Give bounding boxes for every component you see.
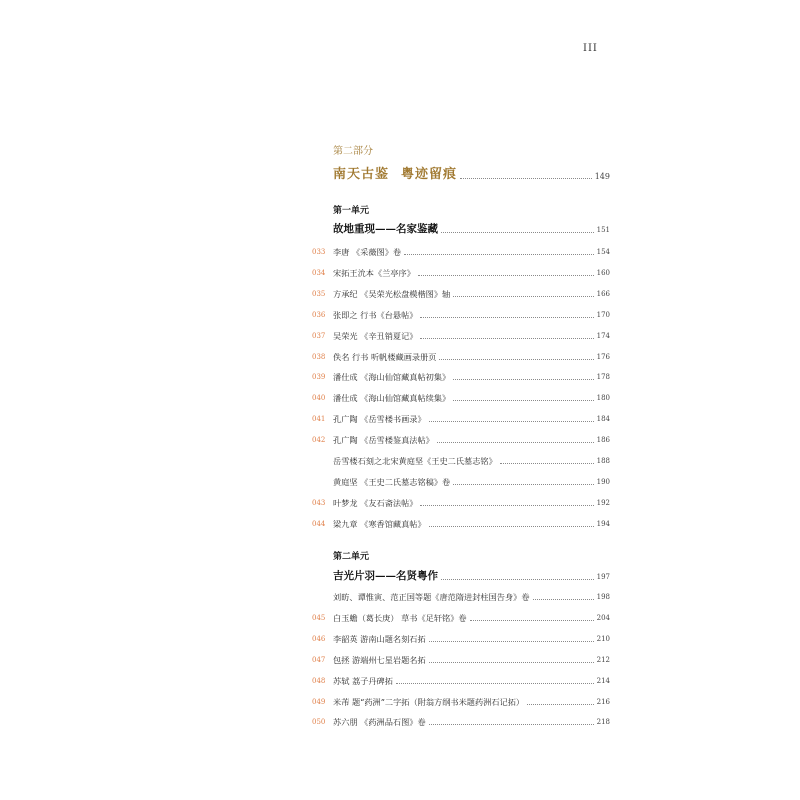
toc-entry[interactable] <box>312 653 610 666</box>
page-ref: 170 <box>596 310 610 319</box>
part-label: 第二部分 <box>333 146 373 157</box>
page-ref: 174 <box>596 331 610 340</box>
leader-dots <box>429 641 594 642</box>
part-title-row[interactable] <box>333 164 610 182</box>
entry-title: 岳雪楼石刻之北宋黄庭坚《王史二氏墓志铭》 <box>333 456 497 466</box>
entry-title: 吴荣光 《辛丑销夏记》 <box>333 330 418 341</box>
entry-title: 白玉蟾（葛长庚） 草书《足轩铭》卷 <box>333 612 467 623</box>
toc-entry[interactable] <box>312 433 610 446</box>
toc-entry[interactable] <box>312 590 610 603</box>
entry-number: 039 <box>312 373 326 382</box>
leader-dots <box>429 662 594 663</box>
entry-number: 040 <box>312 394 326 403</box>
page-ref: 214 <box>596 676 610 685</box>
toc-entry[interactable] <box>312 308 610 321</box>
entry-title: 孔广陶 《岳雪楼书画录》 <box>333 414 426 425</box>
entry-number: 049 <box>312 697 326 706</box>
leader-dots <box>453 379 593 380</box>
toc-entry[interactable] <box>312 370 610 383</box>
page-ref: 160 <box>596 268 610 277</box>
unit-label: 第一单元 <box>333 206 370 216</box>
leader-dots <box>453 400 593 401</box>
toc-entry[interactable] <box>312 517 610 530</box>
toc-entry[interactable] <box>312 496 610 509</box>
page-ref: 151 <box>596 226 610 234</box>
section-row[interactable] <box>333 569 610 583</box>
entry-number: 038 <box>312 352 326 361</box>
leader-dots <box>470 620 594 621</box>
leader-dots <box>527 704 594 705</box>
entry-title: 刘昉、谭惟寅、范正国等题《唐范隋进封柱国告身》卷 <box>333 592 530 602</box>
toc-entry[interactable] <box>312 245 610 258</box>
page-ref: 184 <box>596 415 610 424</box>
toc-entry[interactable] <box>312 391 610 404</box>
section-title: 吉光片羽——名贤粤作 <box>333 570 438 582</box>
entry-title: 李韶英 游南山题名刻石拓 <box>333 633 426 644</box>
page-ref: 204 <box>596 613 610 622</box>
leader-dots <box>418 275 594 276</box>
leader-dots <box>437 442 594 443</box>
entry-number: 043 <box>312 498 326 507</box>
entry-title: 李唐 《采薇图》卷 <box>333 247 402 257</box>
leader-dots <box>500 463 594 464</box>
leader-dots <box>420 317 593 318</box>
leader-dots <box>441 232 594 233</box>
leader-dots <box>533 599 594 600</box>
toc-entry[interactable] <box>312 674 610 687</box>
page-ref: 192 <box>596 498 610 507</box>
entry-title: 叶梦龙 《友石斋法帖》 <box>333 497 418 508</box>
part-title <box>333 163 457 182</box>
entry-number: 035 <box>312 289 326 298</box>
page-ref: 218 <box>596 718 610 727</box>
page-ref: 210 <box>596 634 610 643</box>
entry-title: 潘仕成 《海山仙馆藏真帖初集》 <box>333 372 451 383</box>
entry-number: 044 <box>312 519 326 528</box>
page-ref: 176 <box>596 352 610 361</box>
toc-entry[interactable] <box>312 475 610 488</box>
toc-entry[interactable] <box>312 287 610 300</box>
entry-title: 潘仕成 《海山仙馆藏真帖续集》 <box>333 393 451 404</box>
toc-entry[interactable] <box>312 611 610 624</box>
page-ref: 194 <box>596 519 610 528</box>
entry-number: 033 <box>312 248 326 256</box>
leader-dots <box>453 484 593 485</box>
entry-title: 苏轼 荔子丹碑拓 <box>333 675 393 686</box>
entry-number: 050 <box>312 718 326 727</box>
page-ref: 178 <box>596 373 610 382</box>
page-ref: 154 <box>596 248 610 256</box>
leader-dots <box>429 526 594 527</box>
entry-number: 047 <box>312 655 326 664</box>
toc-entry[interactable] <box>312 632 610 645</box>
page-ref: 190 <box>596 477 610 486</box>
leader-dots <box>429 724 594 725</box>
page-ref: 188 <box>596 457 610 465</box>
entry-title: 宋拓王沇本《兰亭序》 <box>333 267 415 278</box>
entry-title: 方承纪 《吴荣光松盘模楷图》轴 <box>333 288 451 299</box>
leader-dots <box>441 579 594 580</box>
entry-number: 046 <box>312 634 326 643</box>
entry-title: 梁九章 《寒香馆藏真帖》 <box>333 518 426 529</box>
entry-title: 苏六朋 《药洲品石图》卷 <box>333 717 426 728</box>
entry-number: 045 <box>312 613 326 622</box>
entry-title: 黄庭坚 《王史二氏墓志铭稿》卷 <box>333 476 451 487</box>
entry-title: 孔广陶 《岳雪楼鉴真法帖》 <box>333 435 434 446</box>
entry-number: 036 <box>312 310 326 319</box>
part-title-b: 粤迹留痕 <box>401 167 458 182</box>
entry-title: 张即之 行书《台悬帖》 <box>333 309 418 320</box>
entry-title: 包拯 游端州七星岩题名拓 <box>333 654 426 665</box>
entry-number: 034 <box>312 268 326 277</box>
toc-entry[interactable] <box>312 715 610 728</box>
page-ref: 216 <box>596 697 610 706</box>
entry-title: 佚名 行书 听帆楼藏画录册页 <box>333 351 437 362</box>
page-ref: 198 <box>596 593 610 601</box>
entry-title: 米芾 题“药洲”二字拓（附翁方纲书米题药洲石记拓） <box>333 696 525 707</box>
page-ref: 149 <box>594 172 610 181</box>
leader-dots <box>460 178 592 179</box>
page-ref: 186 <box>596 436 610 445</box>
toc-entry[interactable] <box>312 350 610 363</box>
entry-number: 042 <box>312 436 326 445</box>
leader-dots <box>420 505 593 506</box>
toc-entry[interactable] <box>312 329 610 342</box>
page-number: III <box>583 43 598 54</box>
entry-number: 037 <box>312 331 326 340</box>
leader-dots <box>420 338 593 339</box>
entry-number: 048 <box>312 676 326 685</box>
toc-entry[interactable] <box>312 266 610 279</box>
toc-entry[interactable] <box>312 454 610 467</box>
part-title-a: 南天古鉴 <box>333 167 390 182</box>
section-row[interactable] <box>333 222 610 236</box>
leader-dots <box>453 296 593 297</box>
leader-dots <box>396 683 594 684</box>
page-ref: 166 <box>596 289 610 298</box>
leader-dots <box>439 359 593 360</box>
page-ref: 197 <box>596 573 610 581</box>
leader-dots <box>404 254 594 255</box>
page-ref: 180 <box>596 394 610 403</box>
toc-entry[interactable] <box>312 412 610 425</box>
page-ref: 212 <box>596 655 610 664</box>
leader-dots <box>429 421 594 422</box>
entry-number: 041 <box>312 415 326 424</box>
unit-label: 第二单元 <box>333 552 370 562</box>
toc-entry[interactable] <box>312 695 610 708</box>
section-title: 故地重现——名家鉴藏 <box>333 223 438 235</box>
